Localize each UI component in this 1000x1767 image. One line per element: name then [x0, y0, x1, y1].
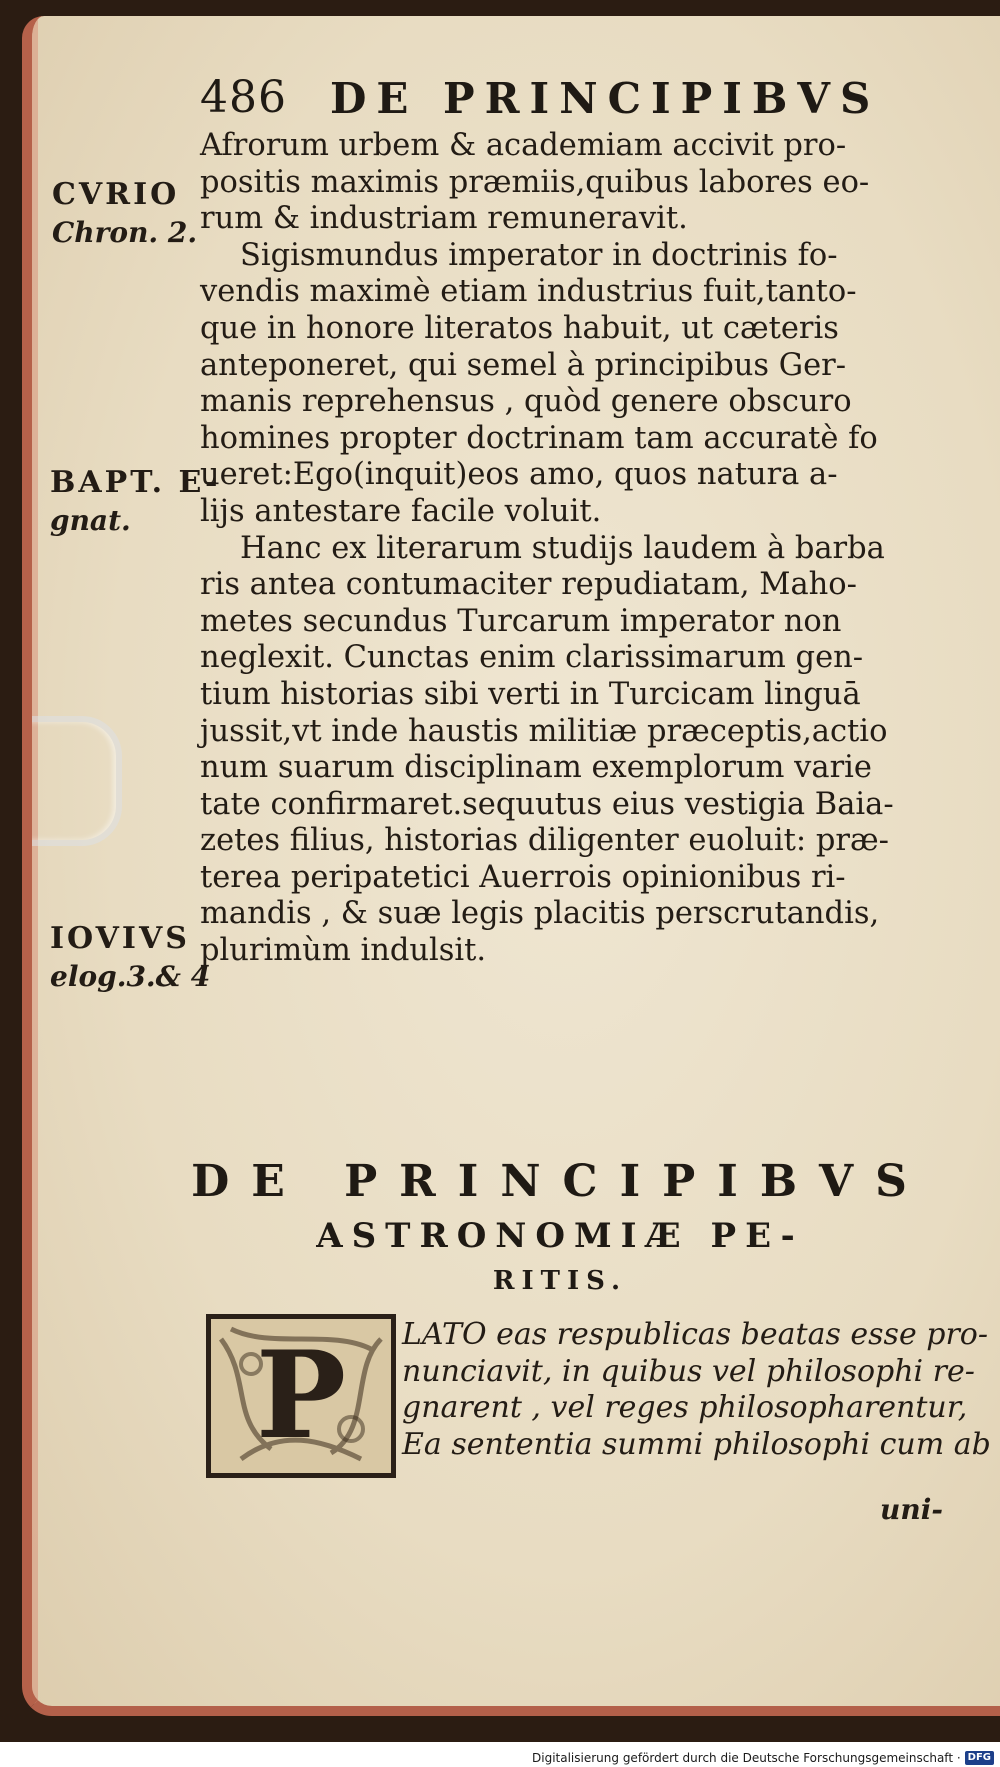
side-note-main: CVRIO [52, 177, 180, 212]
text-line: num suarum disciplinam exemplorum varie [200, 750, 872, 786]
text-line: ris antea contumaciter repudiatam, Maho- [200, 567, 857, 603]
text-line: tium historias sibi verti in Turcicam linguā [200, 676, 861, 712]
initial-ornament [211, 1319, 391, 1473]
initial-letter: P [255, 1325, 347, 1466]
text-line: ueret:Ego(inquit)eos amo, quos natura a- [200, 457, 838, 493]
page-edge [32, 16, 38, 1706]
italic-line: gnarent , vel reges philosopharentur, [402, 1390, 968, 1426]
body-text [200, 128, 940, 970]
text-line: anteponeret, qui semel à principibus Ger- [200, 347, 847, 383]
text-line: positis maximis præmiis,quibus labores eo- [200, 164, 870, 200]
text-line: que in honore literatos habuit, ut cæteris [200, 310, 839, 346]
text-line: homines propter doctrinam tam accuratè fo [200, 420, 878, 456]
text-line: lijs antestare facile voluit. [200, 493, 602, 529]
text-line: vendis maximè etiam industrius fuit,tanto- [200, 274, 857, 310]
text-line: manis reprehensus , quòd genere obscuro [200, 384, 852, 420]
decorated-initial [206, 1314, 396, 1478]
side-note-main: BAPT. E- [50, 465, 221, 500]
section-title-line-2: ASTRONOMIÆ PE- [316, 1216, 804, 1256]
section-title-line-3: RITIS. [492, 1266, 628, 1296]
side-note-iovius [50, 920, 210, 996]
side-note-bapt [50, 464, 220, 540]
text-line: Hanc ex literarum studijs laudem à barba [240, 530, 885, 566]
catchword: uni- [880, 1493, 943, 1526]
page-number: 486 [200, 72, 287, 123]
side-note-main: IOVIVS [50, 921, 190, 956]
italic-line: Ea sententia summi philosophi cum ab [402, 1426, 991, 1462]
text-line: mandis , & suæ legis placitis perscrutandis, [200, 896, 880, 932]
footer [532, 1751, 994, 1765]
text-line: jussit,vt inde haustis militiæ præceptis,actio [200, 713, 888, 749]
side-note-curio [52, 176, 197, 252]
text-line: terea peripatetici Auerrois opinionibus ri- [200, 859, 846, 895]
footer-text: Digitalisierung gefördert durch die Deutsche Forschungsgemeinschaft · [532, 1751, 961, 1765]
text-line: Sigismundus imperator in doctrinis fo- [240, 237, 838, 273]
text-line: zetes filius, historias diligenter euoluit: præ- [200, 823, 889, 859]
page-clip [28, 716, 122, 846]
side-note-sub: elog.3.& 4 [50, 960, 211, 993]
side-note-sub: Chron. 2. [52, 216, 198, 249]
text-line: rum & industriam remuneravit. [200, 201, 688, 237]
text-line: neglexit. Cunctas enim clarissimarum gen- [200, 640, 864, 676]
text-line: Afrorum urbem & academiam accivit pro- [200, 128, 847, 163]
running-head: DE PRINCIPIBVS [330, 74, 881, 123]
italic-text [402, 1315, 991, 1462]
italic-line: LATO eas respublicas beatas esse pro- [402, 1317, 988, 1352]
side-note-sub: gnat. [50, 504, 131, 537]
section-title-line-1: DE PRINCIPIBVS [191, 1156, 929, 1207]
text-line: metes secundus Turcarum imperator non [200, 603, 842, 639]
text-line: plurimùm indulsit. [200, 933, 487, 969]
italic-line: nunciavit, in quibus vel philosophi re- [402, 1353, 975, 1389]
page-header [200, 72, 900, 132]
dfg-logo: DFG [965, 1751, 994, 1765]
text-line: tate confirmaret.sequutus eius vestigia Baia- [200, 786, 894, 822]
